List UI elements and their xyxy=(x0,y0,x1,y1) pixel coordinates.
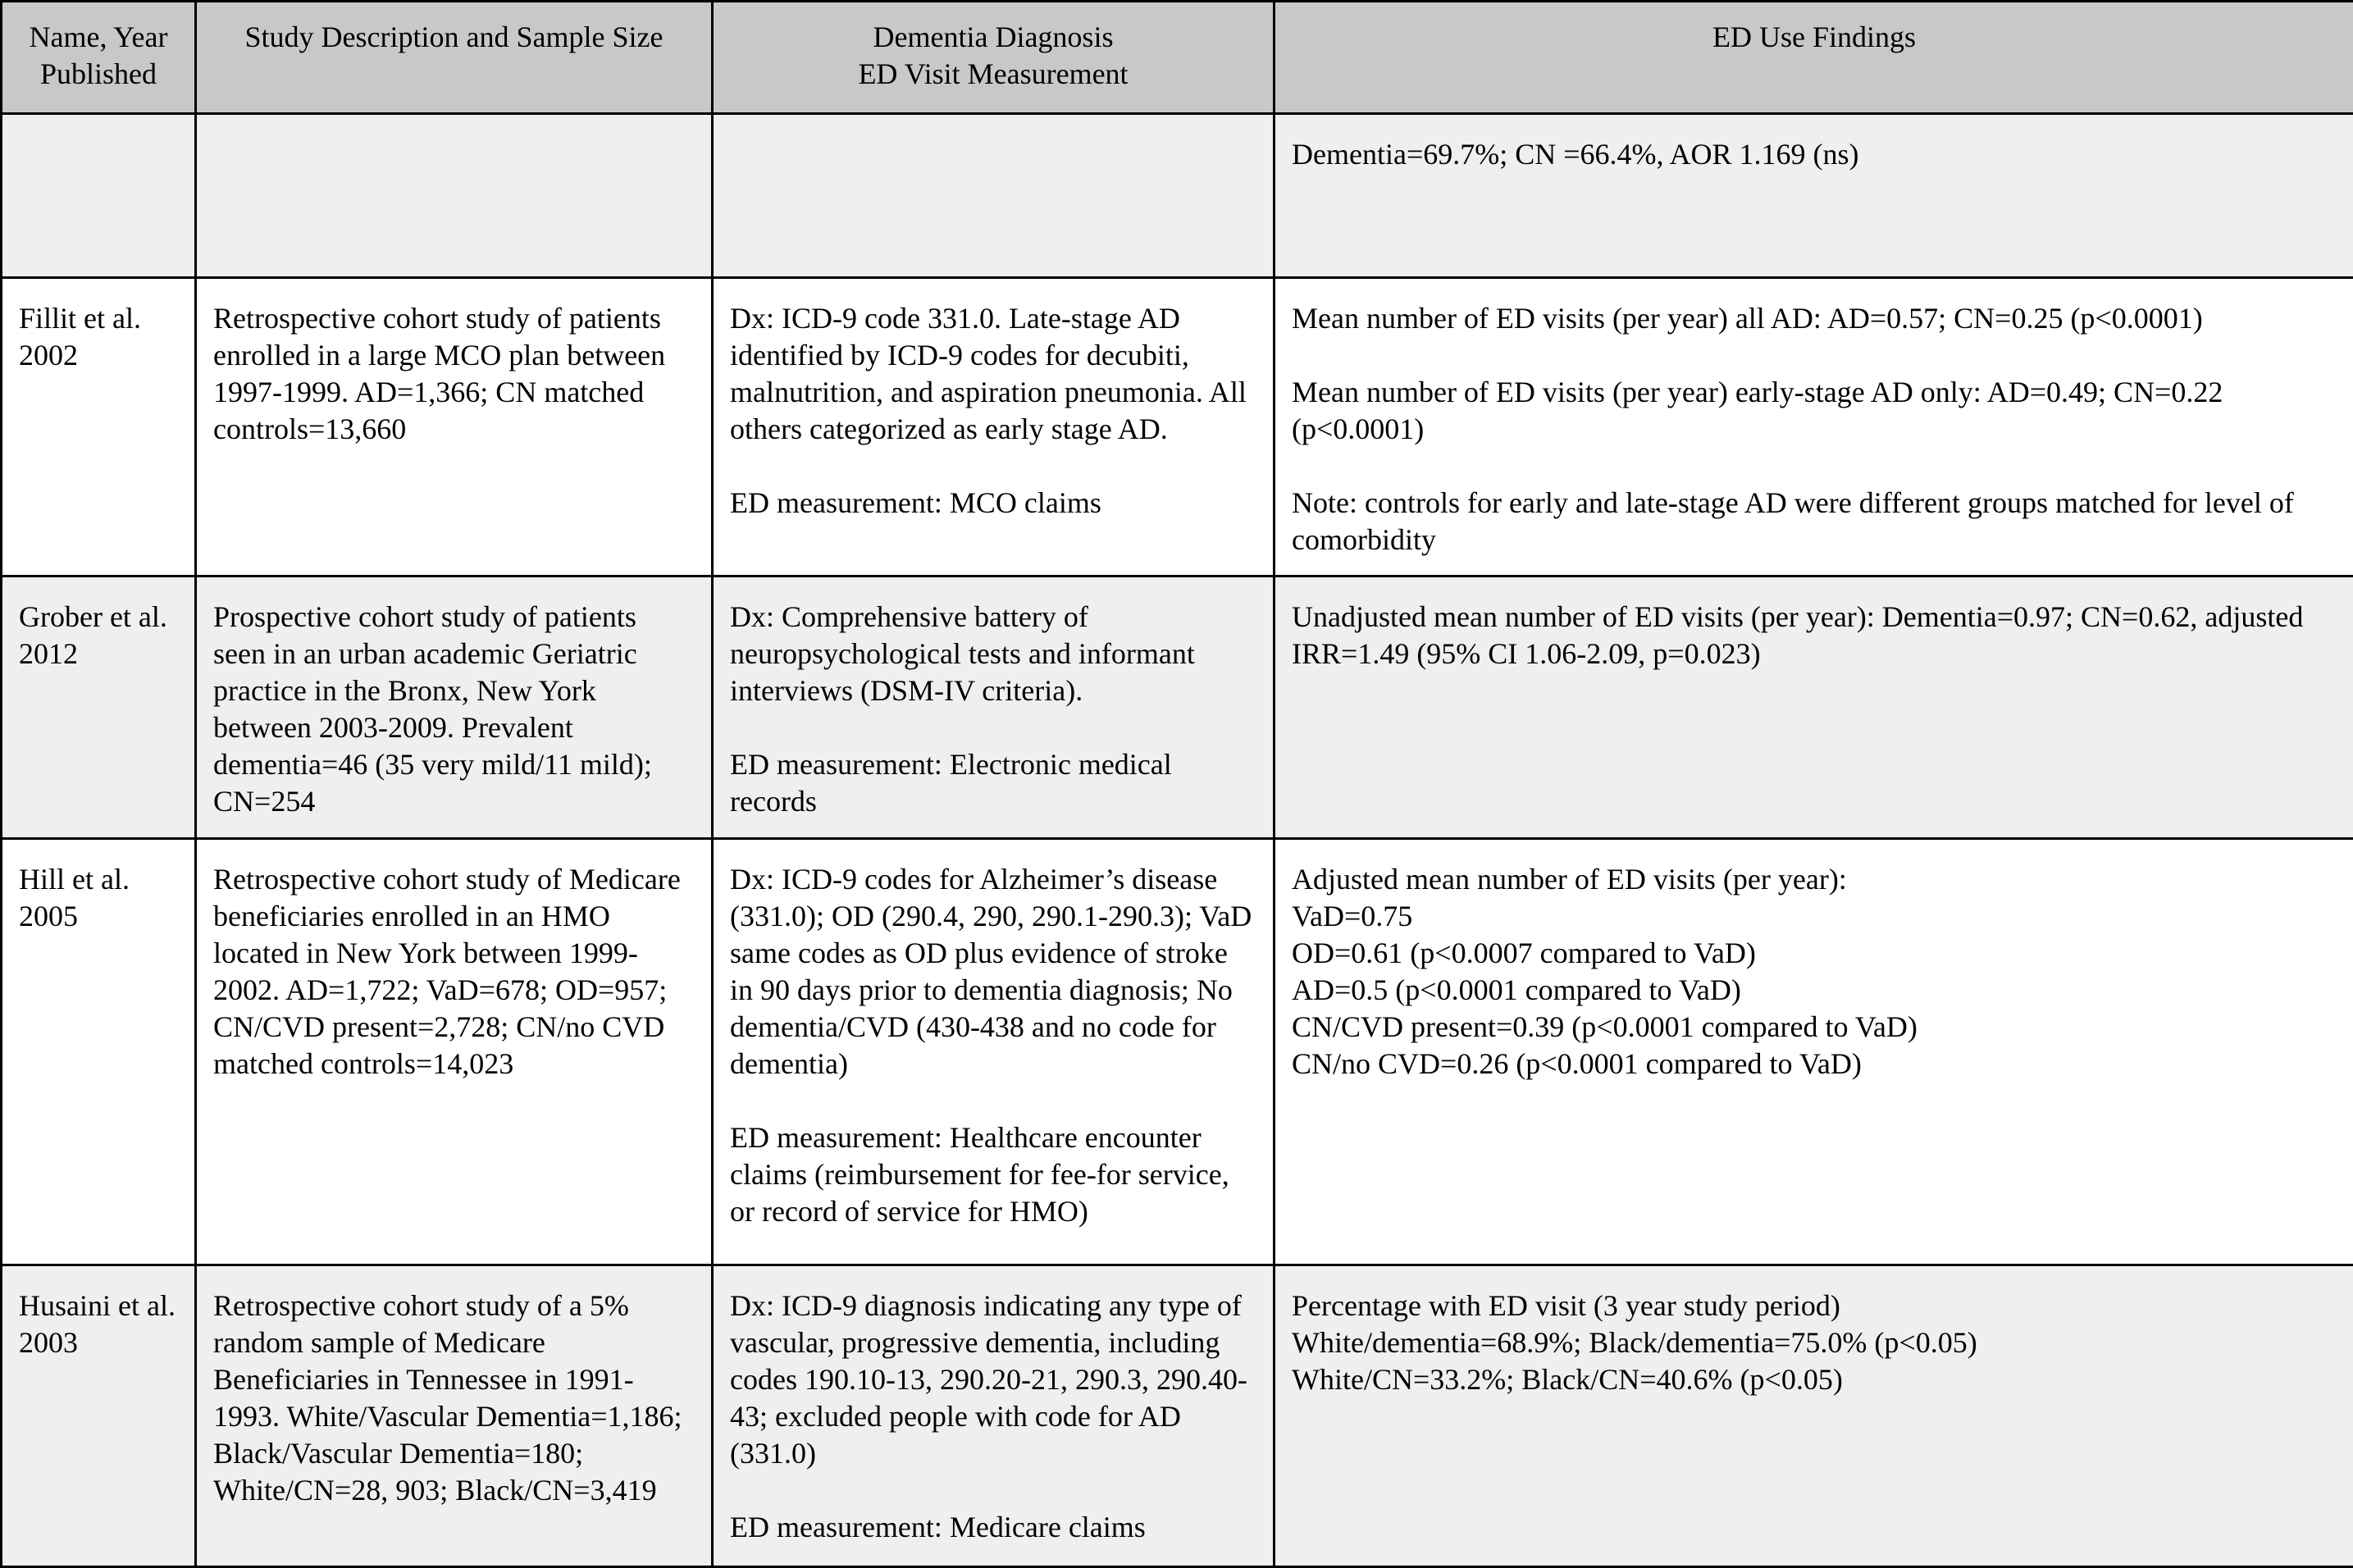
table-header-row xyxy=(2,2,2353,114)
cell-ed-findings xyxy=(1275,839,2353,1265)
findings-line: AD=0.5 (p<0.0001 compared to VaD) xyxy=(1292,972,2337,1009)
cell-study-description xyxy=(196,839,713,1265)
table-row xyxy=(2,278,2353,577)
cell-name-year: Husaini et al. 2003 xyxy=(2,1265,196,1567)
header-line: Study Description and Sample Size xyxy=(213,19,695,56)
ed-measurement-paragraph: ED measurement: Electronic medical records xyxy=(730,746,1256,820)
header-line: ED Visit Measurement xyxy=(730,56,1256,93)
findings-line: White/dementia=68.9%; Black/dementia=75.0% (p<0.05) xyxy=(1292,1324,2337,1361)
cell-ed-findings xyxy=(1275,114,2353,278)
cell-name-year: Fillit et al. 2002 xyxy=(2,278,196,577)
ed-measurement-paragraph: ED measurement: Medicare claims xyxy=(730,1509,1256,1546)
findings-paragraph: Note: controls for early and late-stage AD were different groups matched for level of comorbidity xyxy=(1292,485,2337,558)
cell-study-description xyxy=(196,577,713,839)
findings-paragraph: Dementia=69.7%; CN =66.4%, AOR 1.169 (ns) xyxy=(1292,136,2337,173)
findings-line: Percentage with ED visit (3 year study period) xyxy=(1292,1288,2337,1324)
table-row xyxy=(2,839,2353,1265)
dx-paragraph: Dx: Comprehensive battery of neuropsychological tests and informant interviews (DSM-IV criteria). xyxy=(730,599,1256,709)
cell-name-year xyxy=(2,114,196,278)
cell-dementia-diagnosis xyxy=(713,1265,1275,1567)
cell-name-year: Hill et al. 2005 xyxy=(2,839,196,1265)
dx-paragraph: Dx: ICD-9 code 331.0. Late-stage AD identified by ICD-9 codes for decubiti, malnutrition, and aspiration pneumonia. All others categorized as early stage AD. xyxy=(730,300,1256,448)
table-row xyxy=(2,1265,2353,1567)
findings-line: CN/CVD present=0.39 (p<0.0001 compared to VaD) xyxy=(1292,1009,2337,1046)
header-dementia-diagnosis xyxy=(713,2,1275,114)
description-paragraph: Retrospective cohort study of Medicare beneficiaries enrolled in an HMO located in New York between 1999-2002. AD=1,722; VaD=678; OD=957; CN/CVD present=2,728; CN/no CVD matched controls=14,023 xyxy=(213,861,695,1083)
ed-measurement-paragraph: ED measurement: Healthcare encounter claims (reimbursement for fee-for service, or record of service for HMO) xyxy=(730,1119,1256,1230)
cell-study-description xyxy=(196,278,713,577)
cell-ed-findings xyxy=(1275,278,2353,577)
header-line: Published xyxy=(19,56,178,93)
findings-line: Adjusted mean number of ED visits (per year): xyxy=(1292,861,2337,898)
dx-paragraph: Dx: ICD-9 codes for Alzheimer’s disease (331.0); OD (290.4, 290, 290.1-290.3); VaD same codes as OD plus evidence of stroke in 90 days prior to dementia diagnosis; No dementia/CVD (430-438 and no code for dementia) xyxy=(730,861,1256,1083)
table-row xyxy=(2,577,2353,839)
dx-paragraph: Dx: ICD-9 diagnosis indicating any type of vascular, progressive dementia, including codes 190.10-13, 290.20-21, 290.3, 290.40-43; excluded people with code for AD (331.0) xyxy=(730,1288,1256,1472)
header-line: Name, Year xyxy=(19,19,178,56)
header-name-year xyxy=(2,2,196,114)
ed-measurement-paragraph: ED measurement: MCO claims xyxy=(730,485,1256,522)
cell-dementia-diagnosis xyxy=(713,577,1275,839)
findings-paragraph: Mean number of ED visits (per year) early-stage AD only: AD=0.49; CN=0.22 (p<0.0001) xyxy=(1292,374,2337,448)
header-study-description xyxy=(196,2,713,114)
header-line: Dementia Diagnosis xyxy=(730,19,1256,56)
findings-line: CN/no CVD=0.26 (p<0.0001 compared to VaD) xyxy=(1292,1046,2337,1083)
description-paragraph: Retrospective cohort study of patients enrolled in a large MCO plan between 1997-1999. AD=1,366; CN matched controls=13,660 xyxy=(213,300,695,448)
header-line: ED Use Findings xyxy=(1292,19,2337,56)
cell-study-description xyxy=(196,114,713,278)
cell-dementia-diagnosis xyxy=(713,839,1275,1265)
cell-ed-findings xyxy=(1275,577,2353,839)
cell-ed-findings xyxy=(1275,1265,2353,1567)
findings-line: VaD=0.75 xyxy=(1292,898,2337,935)
findings-line: White/CN=33.2%; Black/CN=40.6% (p<0.05) xyxy=(1292,1361,2337,1398)
cell-name-year: Grober et al. 2012 xyxy=(2,577,196,839)
description-paragraph: Retrospective cohort study of a 5% random sample of Medicare Beneficiaries in Tennessee in 1991-1993. White/Vascular Dementia=1,186; Black/Vascular Dementia=180; White/CN=28, 903; Black/CN=3,419 xyxy=(213,1288,695,1509)
table-row xyxy=(2,114,2353,278)
description-paragraph: Prospective cohort study of patients seen in an urban academic Geriatric practice in the Bronx, New York between 2003-2009. Prevalent dementia=46 (35 very mild/11 mild); CN=254 xyxy=(213,599,695,820)
findings-line: OD=0.61 (p<0.0007 compared to VaD) xyxy=(1292,935,2337,972)
cell-study-description xyxy=(196,1265,713,1567)
cell-dementia-diagnosis xyxy=(713,114,1275,278)
findings-paragraph: Unadjusted mean number of ED visits (per year): Dementia=0.97; CN=0.62, adjusted IRR=1.49 (95% CI 1.06-2.09, p=0.023) xyxy=(1292,599,2337,672)
cell-dementia-diagnosis xyxy=(713,278,1275,577)
header-ed-use-findings xyxy=(1275,2,2353,114)
findings-paragraph: Mean number of ED visits (per year) all AD: AD=0.57; CN=0.25 (p<0.0001) xyxy=(1292,300,2337,337)
